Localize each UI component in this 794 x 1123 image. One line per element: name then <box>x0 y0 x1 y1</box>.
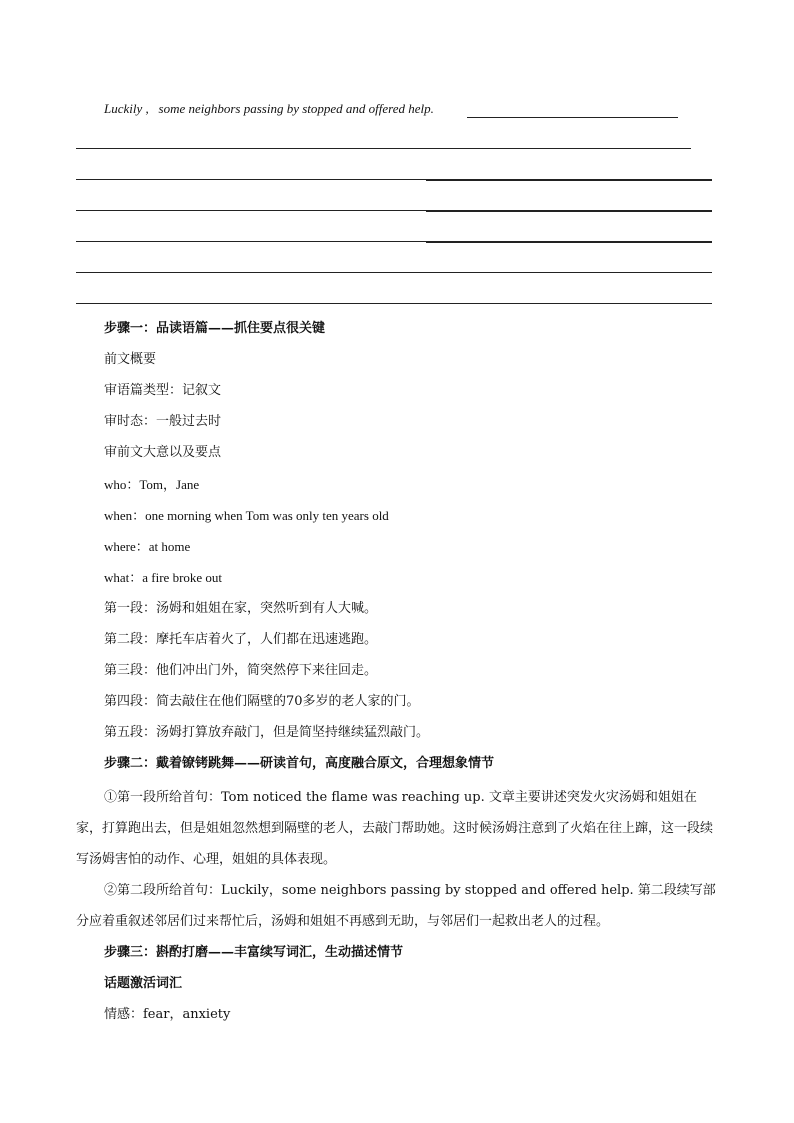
answer-line <box>426 179 712 181</box>
paragraph-summary-1: 第一段：汤姆和姐姐在家，突然听到有人大喊。 <box>104 601 378 616</box>
what-line: what：a fire broke out <box>104 570 223 585</box>
vocab-title: 话题激活词汇 <box>104 976 183 991</box>
step1-heading: 步骤一：品读语篇——抓住要点很关键 <box>104 321 326 336</box>
paragraph-summary-4: 第四段：简去敲住在他们隔壁的70多岁的老人家的门。 <box>104 694 420 709</box>
emotion-vocab-line: 情感：fear，anxiety <box>104 1007 231 1022</box>
tense-line: 审时态：一般过去时 <box>104 414 222 429</box>
answer-line <box>426 210 712 212</box>
answer-line <box>76 303 712 304</box>
summary-title: 前文概要 <box>104 352 157 367</box>
paragraph-summary-3: 第三段：他们冲出门外，简突然停下来往回走。 <box>104 663 378 678</box>
gist-title: 审前文大意以及要点 <box>104 445 222 460</box>
step3-heading: 步骤三：斟酌打磨——丰富续写词汇，生动描述情节 <box>104 945 404 960</box>
paragraph-opening-sentence: Luckily , some neighbors passing by stopped and offered help. <box>104 101 434 116</box>
step2-paragraph-1: ①第一段所给首句：Tom noticed the flame was reaching up. 文章主要讲述突发火灾汤姆和姐姐在家，打算跑出去，但是姐姐忽然想到隔壁的老人，去敲门帮助她。这时候汤姆注意到了火焰在往上蹿，这一段续写汤姆害怕的动作、心理，姐姐的具体表现。 <box>76 790 714 867</box>
answer-blank-line <box>467 117 678 118</box>
paragraph-summary-2: 第二段：摩托车店着火了，人们都在迅速逃跑。 <box>104 632 378 647</box>
answer-line <box>76 241 426 242</box>
answer-line <box>76 210 426 211</box>
where-line: where：at home <box>104 539 191 554</box>
step2-heading: 步骤二：戴着镣铐跳舞——研读首句，高度融合原文，合理想象情节 <box>104 756 495 771</box>
answer-line <box>76 148 691 149</box>
genre-line: 审语篇类型：记叙文 <box>104 383 222 398</box>
when-line: when：one morning when Tom was only ten years old <box>104 508 389 523</box>
answer-line <box>426 241 712 243</box>
paragraph-summary-5: 第五段：汤姆打算放弃敲门，但是简坚持继续猛烈敲门。 <box>104 725 430 740</box>
step2-paragraph-2: ②第二段所给首句：Luckily，some neighbors passing by stopped and offered help. 第二段续写部分应着重叙述邻居们过来帮忙后，汤姆和姐姐不再感到无助，与邻居们一起救出老人的过程。 <box>76 883 716 929</box>
answer-line <box>76 272 712 273</box>
who-line: who：Tom，Jane <box>104 477 200 492</box>
answer-line <box>76 179 426 180</box>
